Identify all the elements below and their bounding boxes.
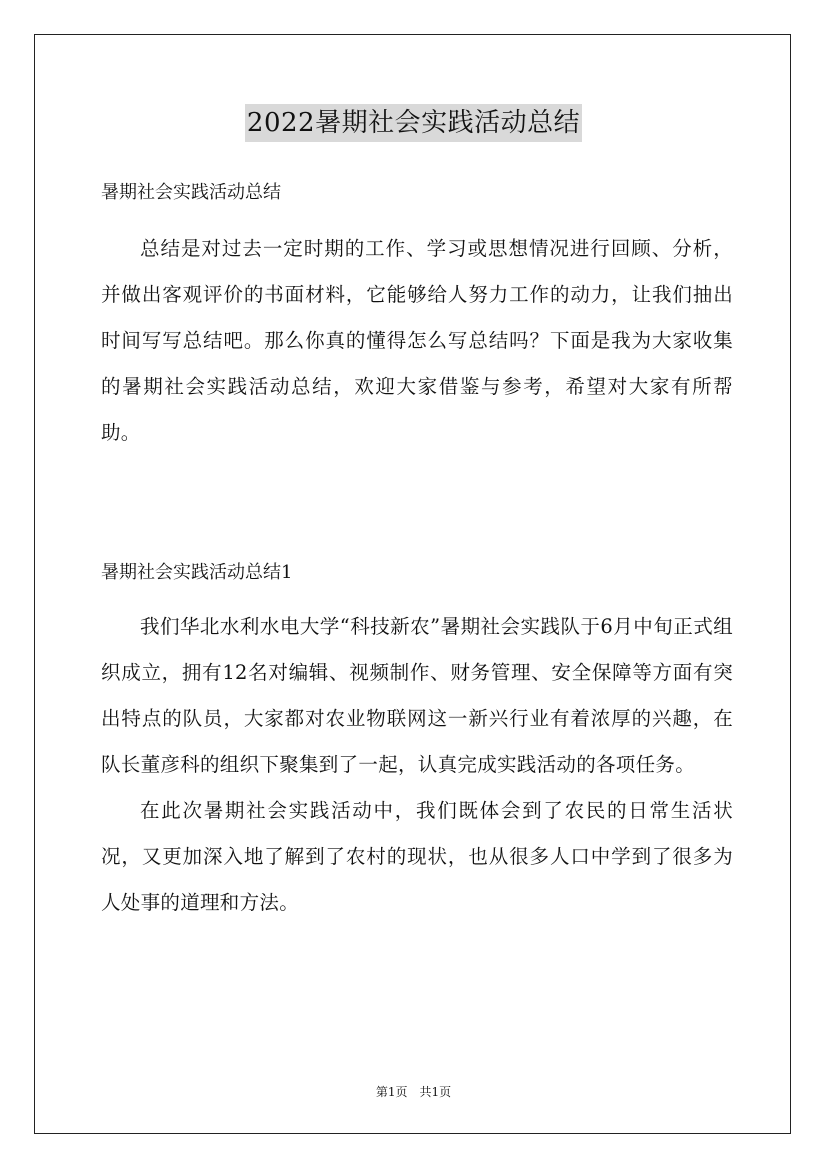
intro-section <box>101 226 733 456</box>
section1-paragraph-1: 我们华北水利水电大学“科技新农”暑期社会实践队于6月中旬正式组织成立，拥有12名对编辑、视频制作、财务管理、安全保障等方面有突出特点的队员，大家都对农业物联网这一新兴行业有着浓厚的兴趣，在队长董彦科的组织下聚集到了一起，认真完成实践活动的各项任务。 <box>101 615 733 776</box>
title-container <box>0 104 827 142</box>
section1-paragraph-2: 在此次暑期社会实践活动中，我们既体会到了农民的日常生活状况，又更加深入地了解到了农村的现状，也从很多人口中学到了很多为人处事的道理和方法。 <box>101 799 733 914</box>
intro-heading: 暑期社会实践活动总结 <box>101 182 281 203</box>
section1-body <box>101 604 733 926</box>
document-title: 2022暑期社会实践活动总结 <box>245 104 582 142</box>
page-footer: 第1页 共1页 <box>375 1085 452 1099</box>
section1-heading: 暑期社会实践活动总结1 <box>101 562 293 583</box>
intro-paragraph: 总结是对过去一定时期的工作、学习或思想情况进行回顾、分析，并做出客观评价的书面材料，它能够给人努力工作的动力，让我们抽出时间写写总结吧。那么你真的懂得怎么写总结吗？下面是我为大家收集的暑期社会实践活动总结，欢迎大家借鉴与参考，希望对大家有所帮助。 <box>101 237 733 444</box>
